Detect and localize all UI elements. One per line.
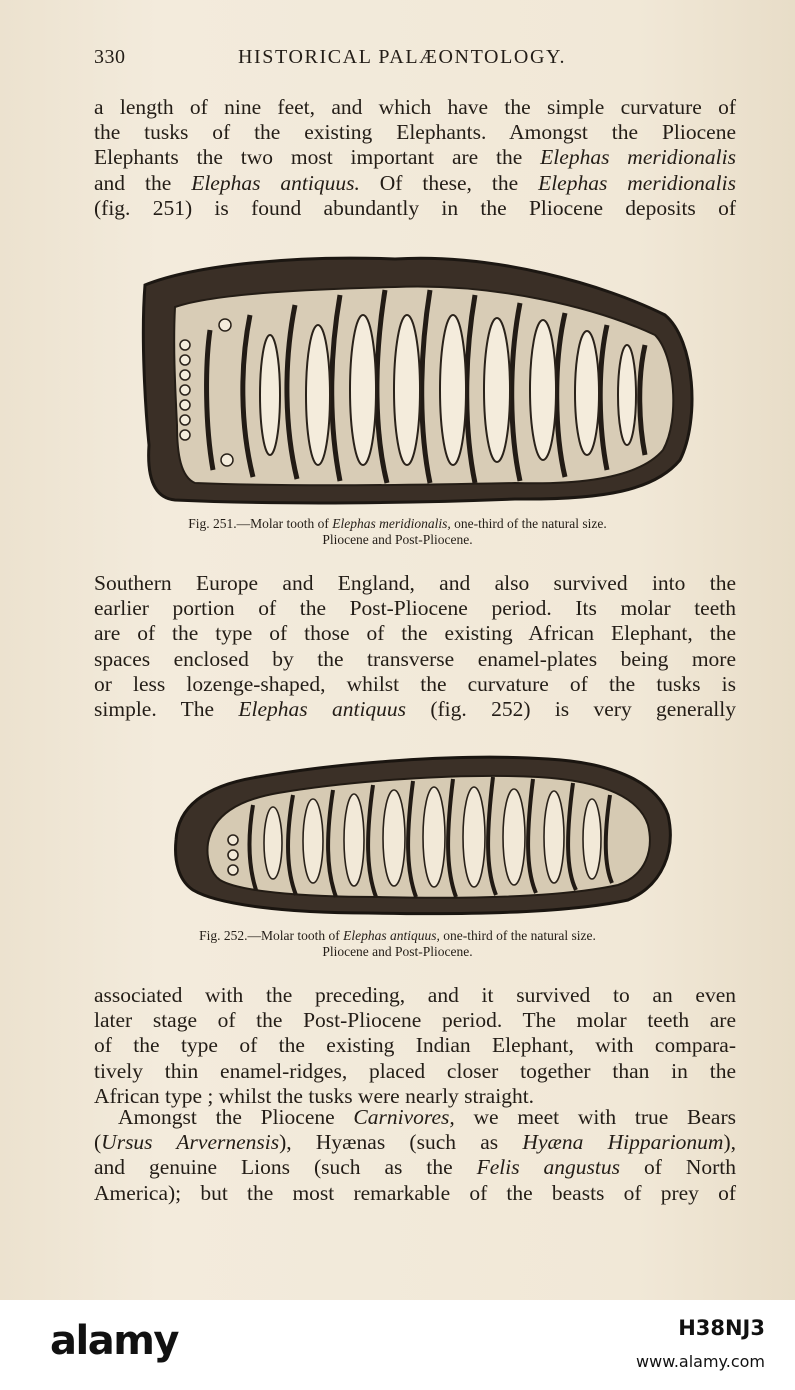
- page-number: 330: [94, 46, 126, 68]
- text-line: of the type of the existing Indian Elephant, with compara-: [94, 1033, 736, 1058]
- alamy-logo: alamy: [50, 1318, 178, 1364]
- site-url: www.alamy.com: [636, 1352, 765, 1371]
- text-line: spaces enclosed by the transverse enamel-plates being more: [94, 646, 736, 671]
- running-title: HISTORICAL PALÆONTOLOGY.: [238, 46, 567, 68]
- text-line: tively thin enamel-ridges, placed closer together than in the: [94, 1058, 736, 1083]
- text-line: America); but the most remarkable of the beasts of prey of: [94, 1180, 736, 1205]
- text-line: Amongst the Pliocene Carnivores, we meet with true Bears: [118, 1105, 737, 1129]
- figure-251-caption: Fig. 251.—Molar tooth of Elephas meridionalis, one-third of the natural size. Pliocene and Post-Pliocene.: [188, 516, 607, 547]
- paragraph-1: [94, 95, 736, 221]
- text-line: are of the type of those of the existing African Elephant, the: [94, 621, 736, 646]
- text-line: (Ursus Arvernensis), Hyænas (such as Hyæna Hipparionum),: [94, 1130, 736, 1155]
- text-line: Southern Europe and England, and also survived into the: [94, 571, 736, 595]
- figure-251-molar-illustration: [135, 245, 695, 510]
- text-line: or less lozenge-shaped, whilst the curvature of the tusks is: [94, 671, 736, 696]
- text-line: associated with the preceding, and it survived to an even: [94, 983, 736, 1007]
- figure-252-caption: Fig. 252.—Molar tooth of Elephas antiquus, one-third of the natural size. Pliocene and Post-Pliocene.: [199, 928, 596, 959]
- watermark-footer: [0, 1300, 795, 1390]
- text-line: simple. The Elephas antiquus (fig. 252) is very generally: [94, 697, 736, 722]
- text-line: (fig. 251) is found abundantly in the Pliocene deposits of: [94, 195, 736, 220]
- text-line: Elephants the two most important are the Elephas meridionalis: [94, 145, 736, 170]
- paragraph-2: [94, 571, 736, 722]
- paragraph-4: [94, 1105, 736, 1206]
- text-line: African type ; whilst the tusks were nearly straight.: [94, 1083, 535, 1108]
- text-line: a length of nine feet, and which have the simple curvature of: [94, 95, 736, 119]
- figure-252-molar-illustration: [168, 745, 673, 920]
- text-line: earlier portion of the Post-Pliocene period. Its molar teeth: [94, 596, 736, 621]
- running-header: [94, 46, 734, 76]
- image-id: H38NJ3: [678, 1316, 765, 1340]
- text-line: and the Elephas antiquus. Of these, the Elephas meridionalis: [94, 170, 736, 195]
- text-line: and genuine Lions (such as the Felis angustus of North: [94, 1155, 737, 1180]
- text-line: later stage of the Post-Pliocene period. The molar teeth are: [94, 1008, 736, 1033]
- paragraph-3: [94, 983, 736, 1109]
- text-line: the tusks of the existing Elephants. Amongst the Pliocene: [94, 120, 736, 145]
